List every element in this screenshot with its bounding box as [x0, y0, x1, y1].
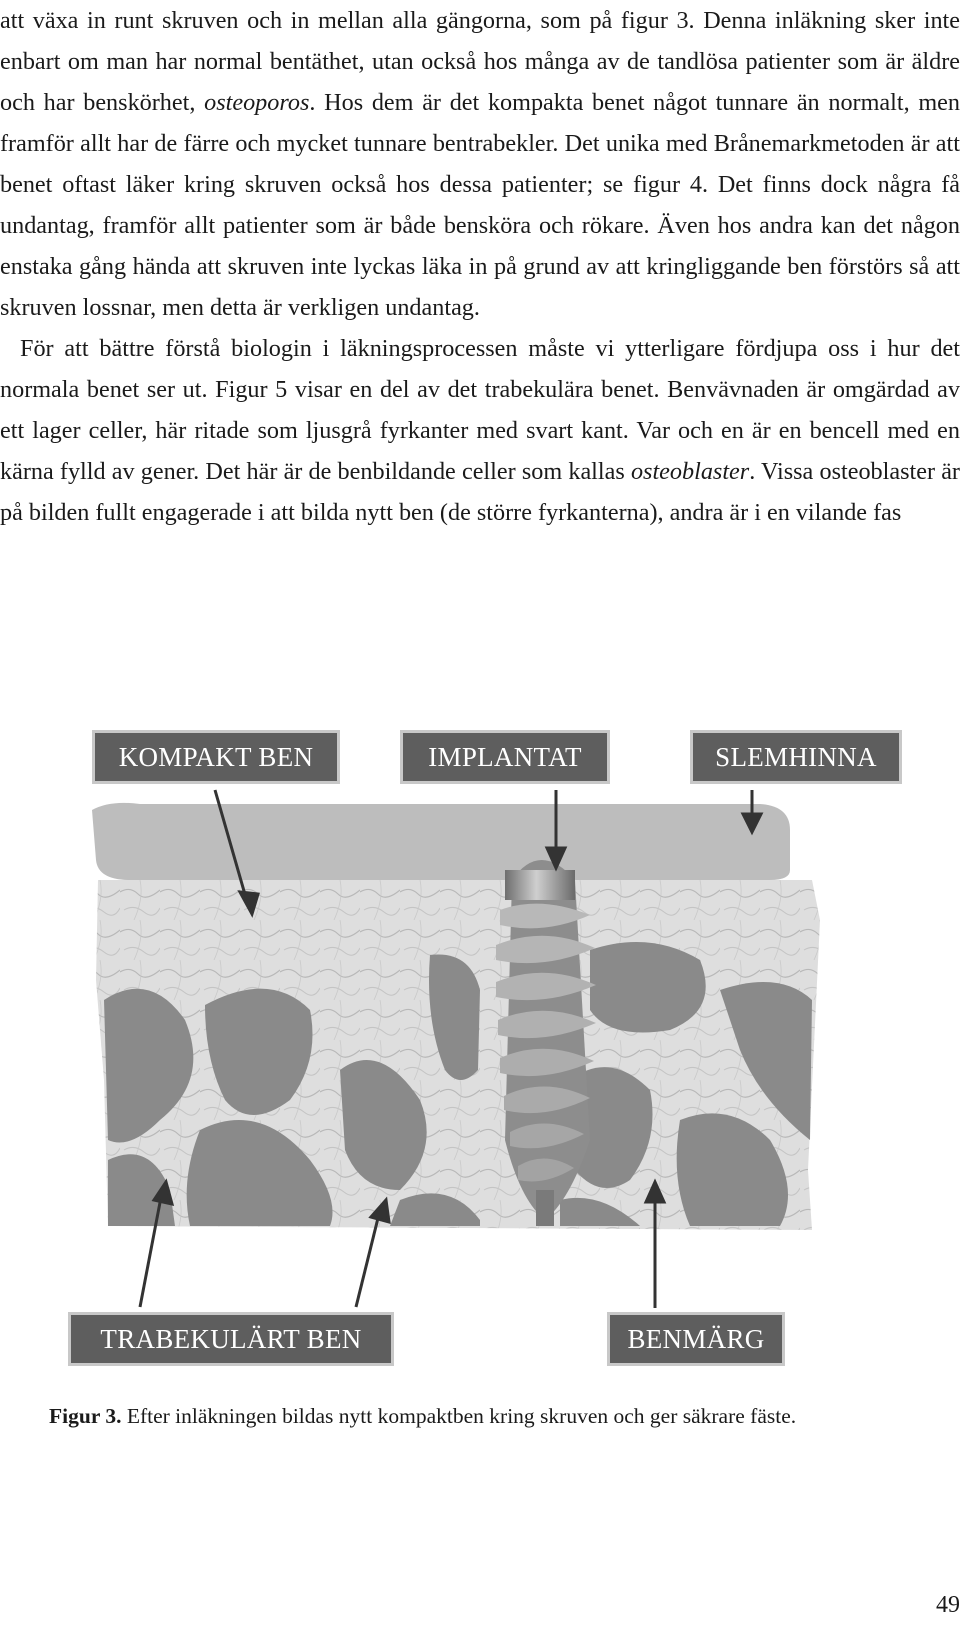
caption-text: Efter inläkningen bildas nytt kompaktben kring skruven och ger säkrare fäste. — [121, 1404, 797, 1428]
paragraph-2-text-cont: . Vissa osteoblaster är på bilden fullt engagerade i att bilda nytt ben (de större fyrkanterna), andra är i en vilande fas — [0, 458, 960, 526]
paragraph-1-text-cont: . Hos dem är det kompakta benet något tunnare än normalt, men framför allt har de färre och mycket tunnare bentrabekler. Det unika med Brånemarkmetoden är att benet oftast läker kring skruven också hos dessa patienter; se figur 4. Det finns dock några få undantag, framför allt patienter som är både bensköra och rökare. Även hos andra kan det någon enstaka gång hända att skruven inte lyckas läka in på grund av att kringliggande ben förstörs så att skruven lossnar, men detta är verkligen undantag. — [0, 89, 960, 321]
bone-implant-illustration — [0, 720, 960, 1370]
mucosa-layer — [92, 803, 790, 880]
figure-3 — [0, 720, 960, 1370]
page-number: 49 — [936, 1592, 960, 1618]
label-benmarg: BENMÄRG — [607, 1312, 785, 1366]
term-osteoblaster: osteoblaster — [630, 458, 750, 485]
term-osteoporos: osteoporos — [204, 89, 310, 116]
paragraph-1 — [0, 0, 960, 328]
figure-caption — [49, 1404, 796, 1429]
label-slemhinna: SLEMHINNA — [690, 730, 902, 784]
caption-prefix: Figur 3. — [49, 1404, 122, 1428]
label-kompakt-ben: KOMPAKT BEN — [92, 730, 340, 784]
body-text — [0, 0, 960, 533]
paragraph-1-text: att växa in runt skruven och in mellan alla gängorna, som på figur 3. Denna inläkning sker inte enbart om man har normal bentäthet, utan också hos många av de tandlösa patienter som är äldre och har benskörhet, — [0, 7, 960, 116]
paragraph-2 — [0, 328, 960, 533]
label-trabekulart-ben: TRABEKULÄRT BEN — [68, 1312, 394, 1366]
label-implantat: IMPLANTAT — [400, 730, 610, 784]
paragraph-2-text: För att bättre förstå biologin i läkningsprocessen måste vi ytterligare fördjupa oss i hur det normala benet ser ut. Figur 5 visar en del av det trabekulära benet. Benvävnaden är omgärdad av ett lager celler, här ritade som ljusgrå fyrkanter med svart kant. Var och en är en bencell med en kärna fylld av gener. Det här är de benbildande celler som kallas — [0, 335, 960, 485]
